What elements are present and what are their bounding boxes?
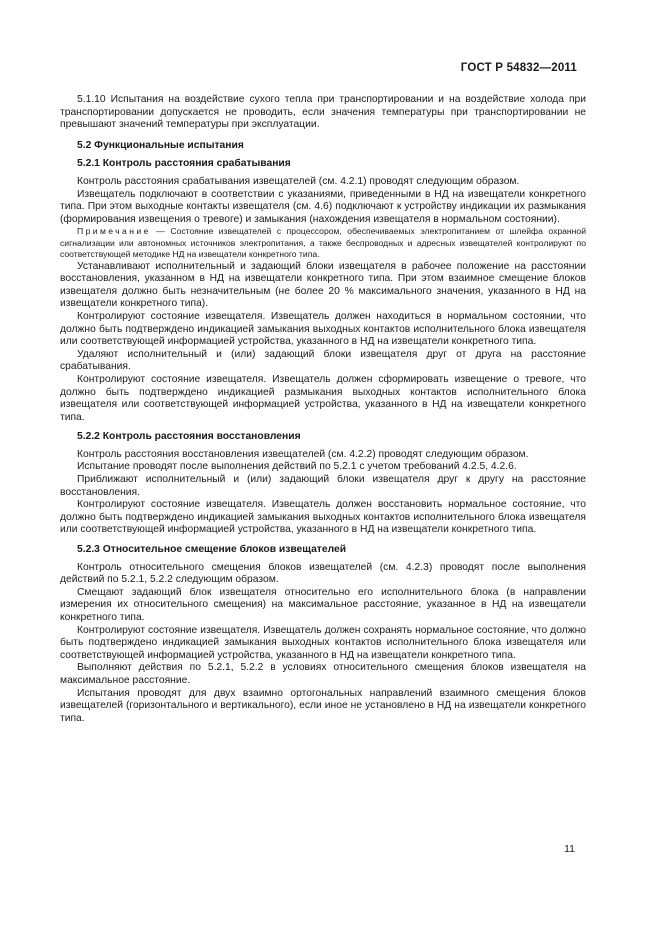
paragraph-5-1-10: 5.1.10 Испытания на воздействие сухого тепла при транспортировании и на воздействие холода при транспортировании допускается не проводить, если значения температуры при транспортировании не превышают значений температуры при эксплуатации. <box>60 94 586 131</box>
paragraph: Извещатель подключают в соответствии с указаниями, приведенными в НД на извещатели конкретного типа. При этом выходные контакты извещателя (см. 4.6) подключают к устройству индикации их размыкания (формирования извещения о тревоге) и замыкания (нахождения извещателя в нормальном состоянии). <box>60 188 586 225</box>
paragraph: Контроль расстояния восстановления извещателей (см. 4.2.2) проводят следующим образом. <box>77 448 529 460</box>
note-label: Примечание <box>77 226 151 237</box>
paragraph: Контролируют состояние извещателя. Извещатель должен находиться в нормальном состоянии, что должно быть подтверждено индикацией замыкания выходных контактов исполнительного блока извещателя или соответствующей информацией устройства, указанного в НД на извещатели конкретного типа. <box>60 310 586 348</box>
note <box>60 226 586 260</box>
document-code: ГОСТ Р 54832—2011 <box>460 62 577 74</box>
paragraph: Испытание проводят после выполнения действий по 5.2.1 с учетом требований 4.2.5, 4.2.6. <box>77 461 517 473</box>
section-heading-5-2: 5.2 Функциональные испытания <box>77 139 244 151</box>
paragraph: Контроль расстояния срабатывания извещателей (см. 4.2.1) проводят следующим образом. <box>77 175 520 187</box>
paragraph: Выполняют действия по 5.2.1, 5.2.2 в условиях относительного смещения блоков извещателя на максимальное расстояние. <box>60 662 586 686</box>
page-number: 11 <box>564 843 575 855</box>
paragraph: Контроль относительного смещения блоков извещателей (см. 4.2.3) проводят после выполнения действий по 5.2.1, 5.2.2 следующим образом. <box>60 561 586 586</box>
section-heading-5-2-2: 5.2.2 Контроль расстояния восстановления <box>77 431 301 443</box>
paragraph: Смещают задающий блок извещателя относительно его исполнительного блока (в направлении измерения их относительного смещения) на максимальное расстояние, указанное в НД на извещатели конкретного типа. <box>60 586 586 623</box>
document-body <box>60 94 586 725</box>
paragraph: Испытания проводят для двух взаимно ортогональных направлений взаимного смещения блоков извещателей (горизонтального и вертикального), если иное не установлено в НД на извещатели конкретного типа. <box>60 687 586 724</box>
paragraph: Контролируют состояние извещателя. Извещатель должен сформировать извещение о тревоге, что должно быть подтверждено индикацией размыкания выходных контактов исполнительного блока извещателя или соответствующей информацией устройства, указанного в НД на извещатели конкретного типа. <box>60 373 586 423</box>
paragraph: Контролируют состояние извещателя. Извещатель должен сохранять нормальное состояние, что должно быть подтверждено индикацией замыкания выходных контактов исполнительного блока извещателя или соответствующей информацией устройства, указанного в НД на извещатели конкретного типа. <box>60 624 586 661</box>
paragraph: Приближают исполнительный и (или) задающий блоки извещателя друг к другу на расстояние восстановления. <box>60 474 586 498</box>
section-heading-5-2-1: 5.2.1 Контроль расстояния срабатывания <box>77 158 291 170</box>
paragraph: Контролируют состояние извещателя. Извещатель должен восстановить нормальное состояние, что должно быть подтверждено индикацией замыкания выходных контактов исполнительного блока извещателя или соответствующей информацией устройства, указанного в НД на извещатели конкретного типа. <box>60 499 586 536</box>
paragraph: Устанавливают исполнительный и задающий блоки извещателя в рабочее положение на расстоянии восстановления, указанном в НД на извещатели конкретного типа. При этом взаимное смещение блоков извещателя должно быть незначительным (не более 20 % максимального значения, указанного в НД на извещатели конкретного типа). <box>60 260 586 310</box>
note-text: — Состояние извещателей с процессором, обеспечиваемых электропитанием от шлейфа охранной сигнализации или автономных источников электропитания, а также беспроводных и адресных извещателей контролируют по соответствующей методике НД на извещатели конкретного типа. <box>60 226 586 260</box>
paragraph: Удаляют исполнительный и (или) задающий блоки извещателя друг от друга на расстояние срабатывания. <box>60 348 586 373</box>
section-heading-5-2-3: 5.2.3 Относительное смещение блоков извещателей <box>77 544 347 556</box>
